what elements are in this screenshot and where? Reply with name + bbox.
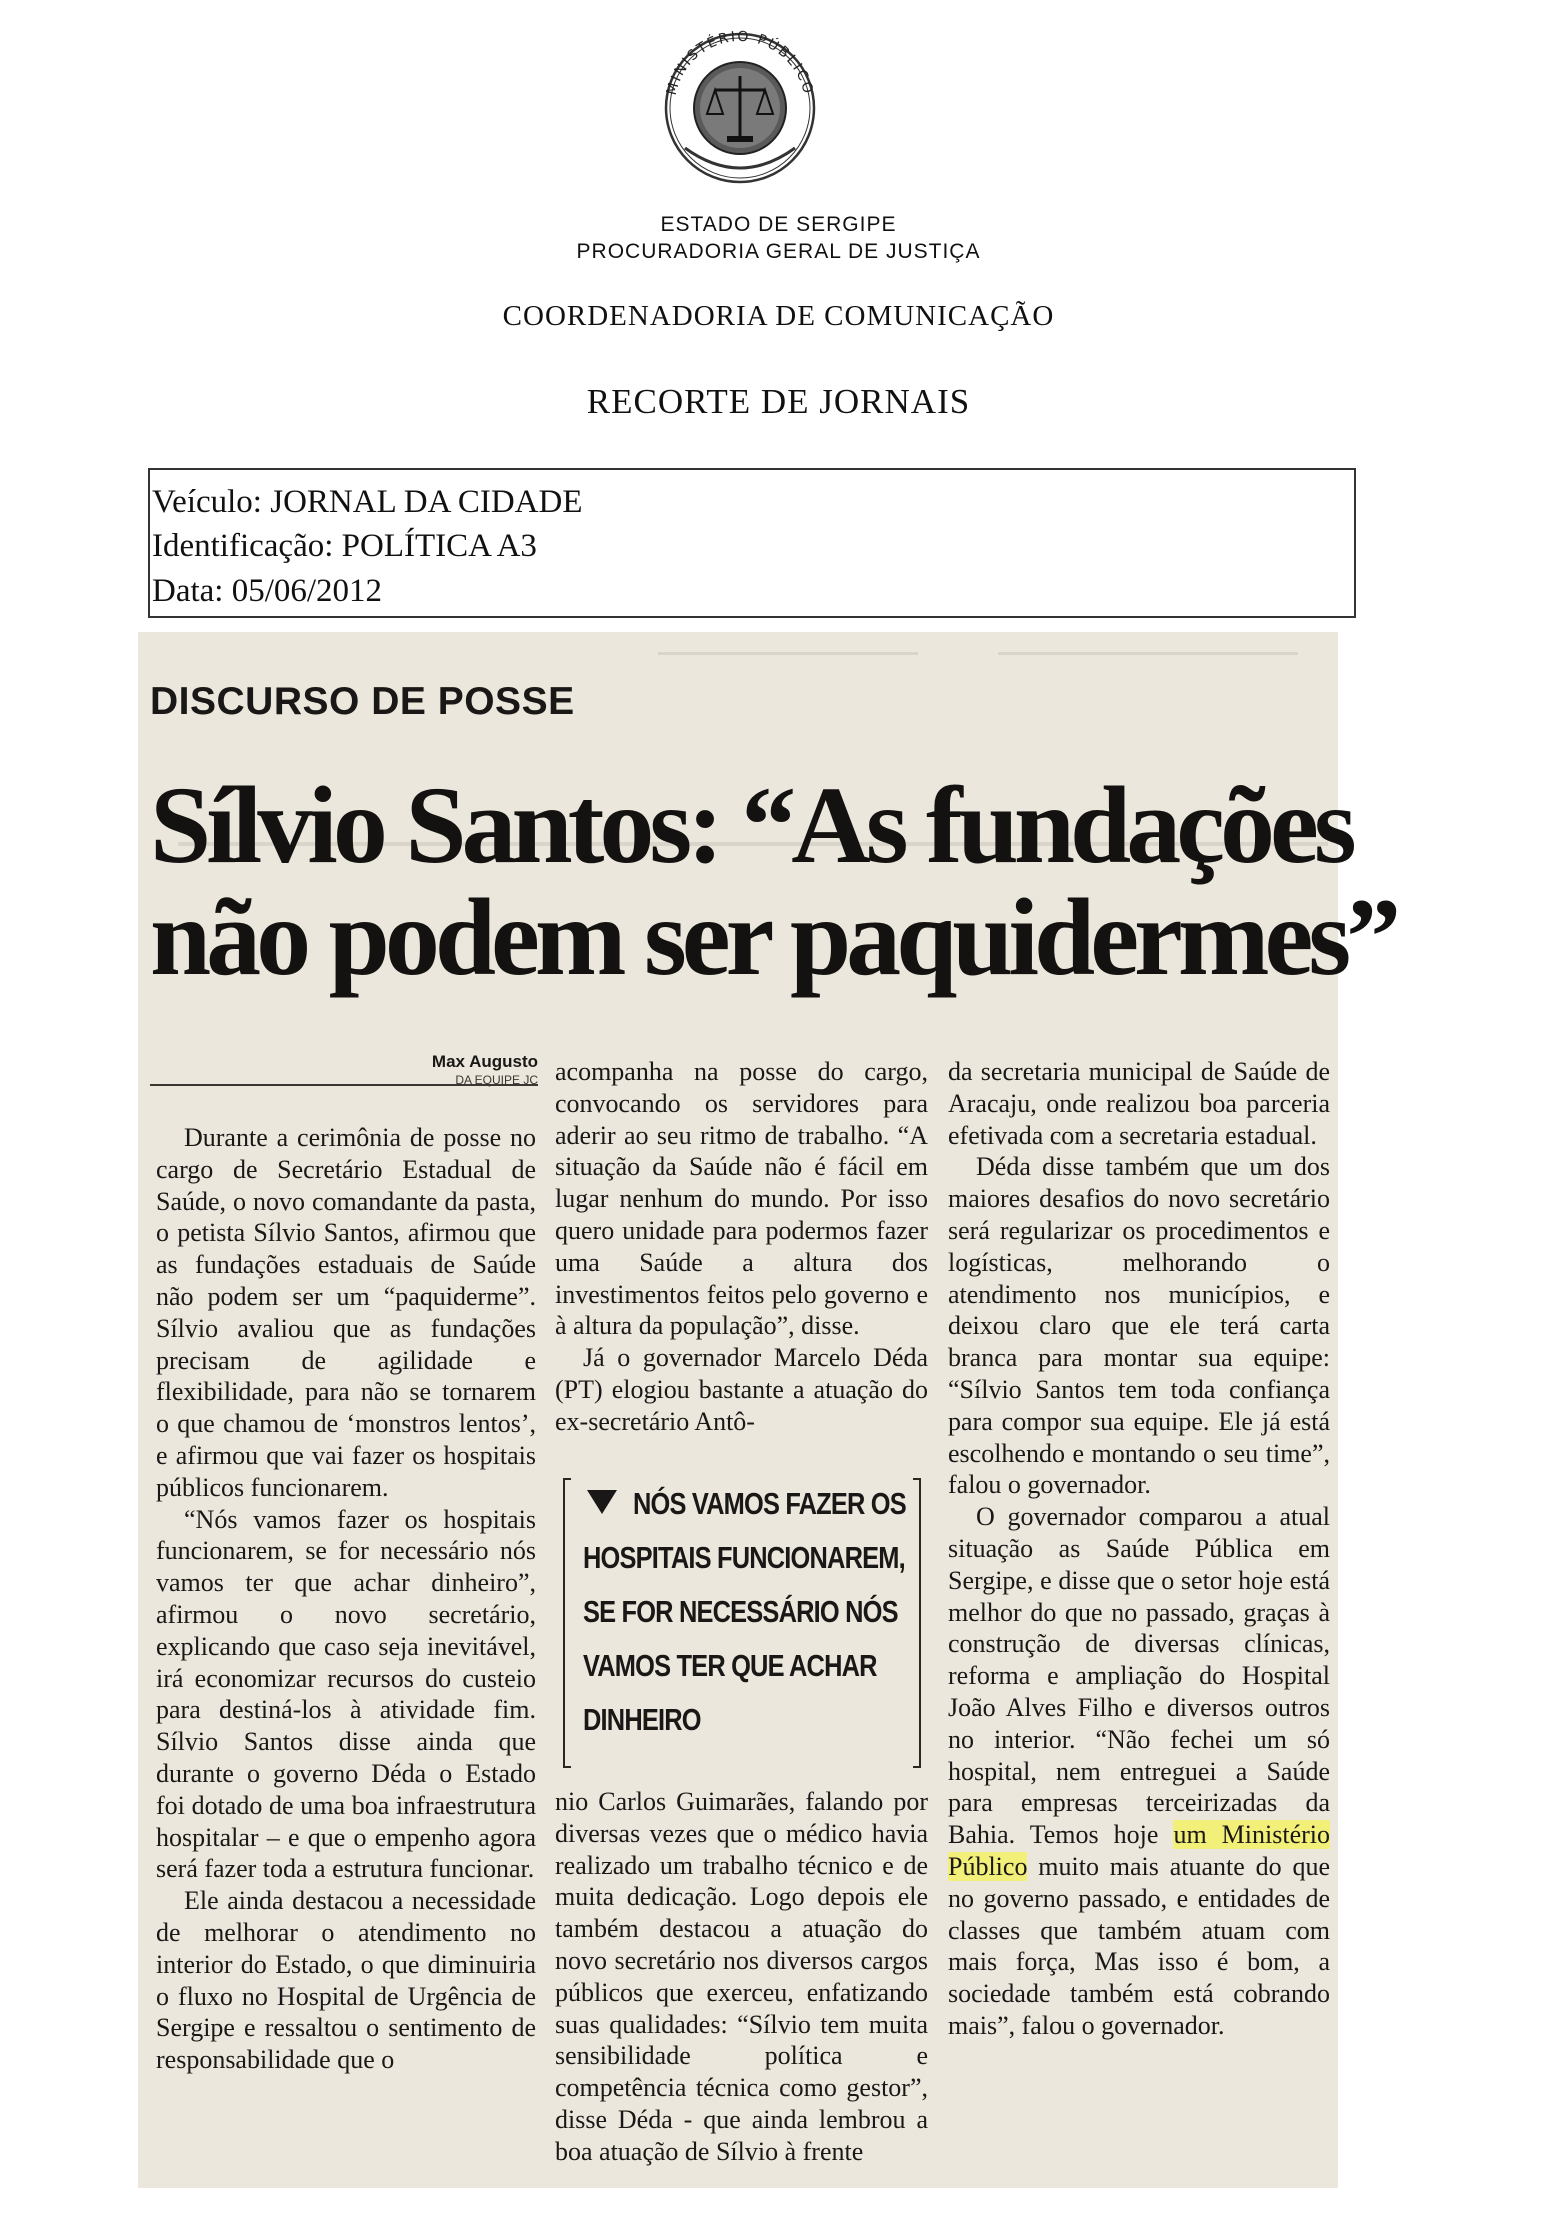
down-triangle-icon xyxy=(585,1486,619,1516)
paragraph: acompanha na posse do cargo, convocando os servidores para aderir ao seu ritmo de trabalho. “A situação da Saúde não é fácil em lugar nenhum do mundo. Por isso quero unidade para podermos fazer uma Saúde a altura dos investimentos feitos pelo governo e à altura da população”, disse. xyxy=(555,1057,928,1341)
article-headline-line-1: Sílvio Santos: “As fundações xyxy=(150,764,1352,886)
paragraph: da secretaria municipal de Saúde de Aracaju, onde realizou boa parceria efetivada com a secretaria estadual. xyxy=(948,1057,1330,1150)
article-column-3 xyxy=(948,1056,1330,2042)
identification-label: Identificação: POLÍTICA A3 xyxy=(152,528,537,564)
article-column-2-top xyxy=(555,1056,928,1438)
paragraph: Durante a cerimônia de posse no cargo de Secretário Estadual de Saúde, o novo comandante da pasta, o petista Sílvio Santos, afirmou que as fundações estaduais de Saúde não podem ser um “paquiderme”. Sílvio avaliou que as fundações precisam de agilidade e flexibilidade, para não se tornarem o que chamou de ‘monstros lentos’, e afirmou que vai fazer os hospitais públicos funcionarem. xyxy=(156,1123,536,1502)
article-author: Max Augusto xyxy=(431,1052,538,1071)
article-column-2-bottom xyxy=(555,1786,928,2168)
ministerio-publico-seal xyxy=(655,18,825,186)
pull-quote-bracket-left xyxy=(563,1478,571,1768)
org-line-procuradoria: PROCURADORIA GERAL DE JUSTIÇA xyxy=(576,240,981,263)
paragraph: Já o governador Marcelo Déda (PT) elogiou bastante a atuação do ex-secretário Antô- xyxy=(555,1343,928,1436)
paragraph: “Nós vamos fazer os hospitais funcionarem, se for necessário nós vamos ter que achar dinheiro”, afirmou o novo secretário, explicando que caso seja inevitável, irá economizar recursos do custeio para destiná-los à atividade fim. Sílvio Santos disse ainda que durante o governo Déda o Estado foi dotado de uma boa infraestrutura hospitalar – e que o empenho agora será fazer toda a estrutura funcionar. xyxy=(156,1504,536,1884)
article-column-1 xyxy=(156,1122,536,2076)
paragraph: nio Carlos Guimarães, falando por diversas vezes que o médico havia realizado um trabalho técnico e de muita dedicação. Logo depois ele também destacou a atuação do novo secretário nos diversos cargos públicos que exerceu, enfatizando suas qualidades: “Sílvio tem muita sensibilidade política e competência técnica como gestor”, disse Déda - que ainda lembrou a boa atuação de Sílvio à frente xyxy=(555,1787,928,2166)
pull-quote-line: NÓS VAMOS FAZER OS xyxy=(633,1486,906,1521)
article-author-team: DA EQUIPE JC xyxy=(455,1073,538,1087)
paragraph-text: muito mais atuante do que no governo passado, e entidades de classes que também atuam com mais força, Mas isso é bom, a sociedade também está cobrando mais”, falou o governador. xyxy=(948,1851,1330,2040)
paragraph xyxy=(948,1501,1330,2042)
org-line-state: ESTADO DE SERGIPE xyxy=(660,213,897,236)
pull-quote-bracket-right xyxy=(913,1478,921,1768)
pull-quote-line: DINHEIRO xyxy=(583,1702,701,1737)
date-label: Data: 05/06/2012 xyxy=(152,573,383,609)
pull-quote-line: HOSPITAIS FUNCIONAREM, xyxy=(583,1540,905,1575)
pull-quote-line: VAMOS TER QUE ACHAR xyxy=(583,1648,877,1683)
paragraph-text: O governador comparou a atual situação as Saúde Pública em Sergipe, e disse que o setor hoje está melhor do que no passado, graças à construção de diversas clínicas, reforma e ampliação do Hospital João Alves Filho e diversos outros no interior. “Não fechei um só hospital, nem entreguei a Saúde para empresas terceirizadas da Bahia. Temos hoje xyxy=(948,1502,1330,1850)
department-title: COORDENADORIA DE COMUNICAÇÃO xyxy=(502,300,1055,332)
highlighted-text: um Ministério Público xyxy=(948,1820,1331,1881)
paragraph: Ele ainda destacou a necessidade de melhorar o atendimento no interior do Estado, o que diminuiria o fluxo no Hospital de Urgência de Sergipe e ressaltou o sentimento de responsabilidade que o xyxy=(156,1886,536,2075)
pull-quote-line: SE FOR NECESSÁRIO NÓS xyxy=(583,1594,898,1629)
article-kicker: DISCURSO DE POSSE xyxy=(150,680,575,723)
document-type-title: RECORTE DE JORNAIS xyxy=(586,382,971,421)
svg-text:MINISTÉRIO PÚBLICO: MINISTÉRIO PÚBLICO xyxy=(663,28,817,97)
vehicle-label: Veículo: JORNAL DA CIDADE xyxy=(152,484,583,520)
paragraph: Déda disse também que um dos maiores desafios do novo secretário será regularizar os procedimentos e logísticas, melhorando o atendimento nos municípios, e deixou claro que ele terá carta branca para montar sua equipe: “Sílvio Santos tem toda confiança para compor sua equipe. Ele já está escolhendo e montando o seu time”, falou o governador. xyxy=(948,1152,1330,1500)
article-headline-line-2: não podem ser paquidermes” xyxy=(150,876,1397,998)
